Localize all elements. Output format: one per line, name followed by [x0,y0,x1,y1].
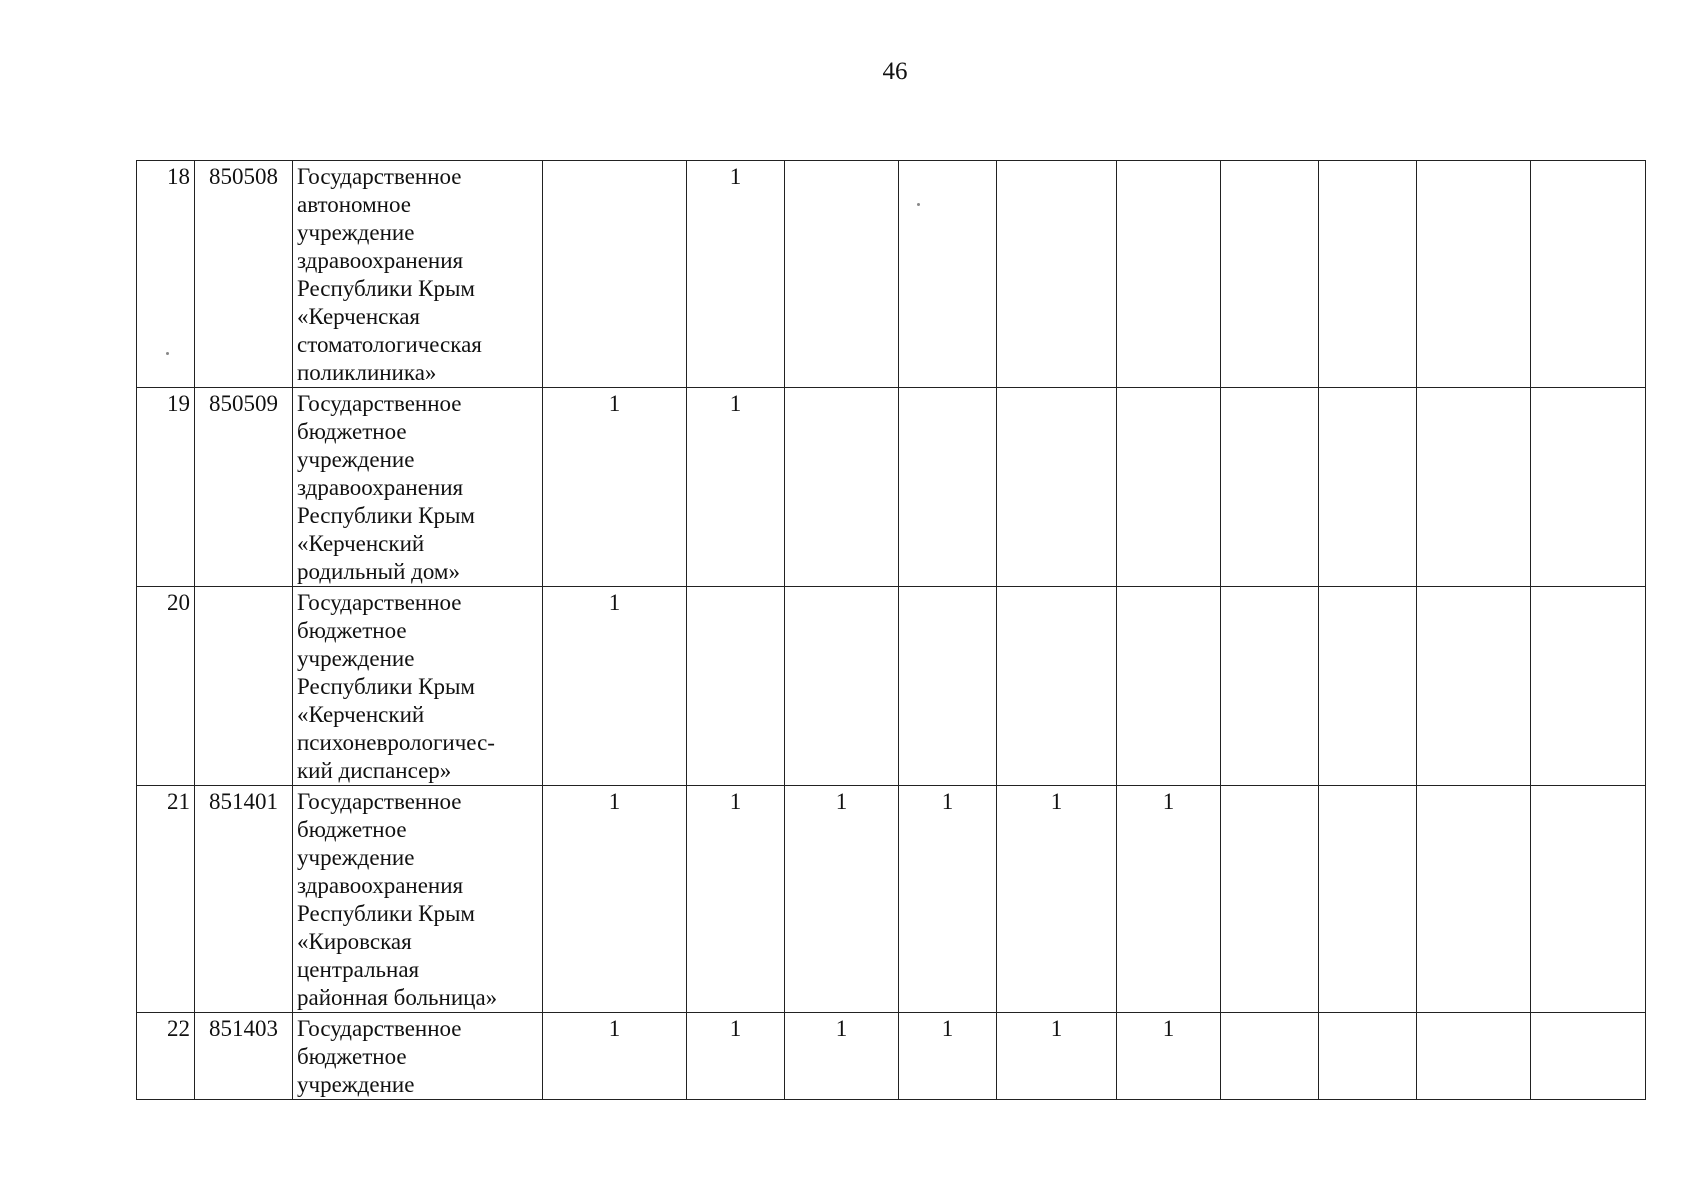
institution-name-line: Государственное [297,164,462,189]
institution-name-line: родильный дом» [297,559,460,584]
value-cell [1117,161,1221,388]
row-number: 22 [137,1013,195,1100]
value-cell [1417,1013,1531,1100]
table-row [137,587,1646,786]
value-cell: 1 [1117,1013,1221,1100]
institution-name-line: бюджетное [297,419,407,444]
scan-speck [917,203,920,206]
institution-name [293,786,543,1013]
value-cell [1531,587,1646,786]
value-cell [997,388,1117,587]
institution-name-line: здравоохранения [297,873,464,898]
value-cell [1221,587,1319,786]
table-row [137,388,1646,587]
table-row [137,161,1646,388]
institution-name-line: психоневрологичес- [297,730,495,755]
institution-code: 850508 [195,161,293,388]
value-cell [1531,161,1646,388]
institution-name-line: «Керченский [297,702,425,727]
value-cell: 1 [687,161,785,388]
institution-name-line: поликлиника» [297,360,437,385]
institution-name [293,587,543,786]
value-cell [785,388,899,587]
value-cell: 1 [1117,786,1221,1013]
institution-name-line: Государственное [297,1016,462,1041]
table-row [137,1013,1646,1100]
scan-speck [166,352,169,355]
institution-name-line: Республики Крым [297,503,475,528]
institution-name-line: учреждение [297,646,415,671]
table-row [137,786,1646,1013]
institution-name [293,1013,543,1100]
value-cell [1417,786,1531,1013]
institution-name-line: Государственное [297,789,462,814]
institution-name-line: учреждение [297,220,415,245]
institution-name-line: центральная [297,957,420,982]
institution-code [195,587,293,786]
value-cell: 1 [687,786,785,1013]
value-cell: 1 [899,786,997,1013]
value-cell: 1 [543,786,687,1013]
institution-name-line: здравоохранения [297,248,464,273]
institution-name-line: бюджетное [297,1044,407,1069]
value-cell: 1 [997,1013,1117,1100]
institution-name-line: «Керченская [297,304,421,329]
institution-name [293,161,543,388]
value-cell [997,161,1117,388]
value-cell [899,587,997,786]
value-cell [1417,161,1531,388]
institution-name-line: «Кировская [297,929,412,954]
row-number: 19 [137,388,195,587]
value-cell [1117,587,1221,786]
value-cell [1221,1013,1319,1100]
value-cell [1221,786,1319,1013]
institution-code: 851401 [195,786,293,1013]
institution-name-line: кий диспансер» [297,758,452,783]
value-cell [687,587,785,786]
institution-name-line: учреждение [297,1072,415,1097]
value-cell [997,587,1117,786]
institution-code: 850509 [195,388,293,587]
value-cell [785,161,899,388]
value-cell [899,161,997,388]
value-cell [1319,786,1417,1013]
value-cell: 1 [899,1013,997,1100]
institution-name-line: стоматологическая [297,332,482,357]
row-number: 18 [137,161,195,388]
institution-name-line: автономное [297,192,411,217]
value-cell: 1 [997,786,1117,1013]
institution-name-line: учреждение [297,447,415,472]
value-cell: 1 [687,388,785,587]
institution-name-line: «Керченский [297,531,425,556]
row-number: 21 [137,786,195,1013]
value-cell: 1 [785,1013,899,1100]
institution-name [293,388,543,587]
value-cell [1319,388,1417,587]
institution-name-line: бюджетное [297,618,407,643]
value-cell [1221,161,1319,388]
value-cell: 1 [543,388,687,587]
value-cell [785,587,899,786]
institution-name-line: Государственное [297,590,462,615]
institution-name-line: Республики Крым [297,901,475,926]
value-cell: 1 [687,1013,785,1100]
institution-code: 851403 [195,1013,293,1100]
institution-name-line: Республики Крым [297,674,475,699]
institution-name-line: здравоохранения [297,475,464,500]
institution-name-line: бюджетное [297,817,407,842]
value-cell [1319,1013,1417,1100]
value-cell: 1 [785,786,899,1013]
institution-name-line: районная больница» [297,985,498,1010]
institution-name-line: Республики Крым [297,276,475,301]
value-cell [1531,388,1646,587]
value-cell: 1 [543,1013,687,1100]
value-cell [1221,388,1319,587]
value-cell [543,161,687,388]
row-number: 20 [137,587,195,786]
value-cell [1417,388,1531,587]
value-cell [1319,587,1417,786]
page-number: 46 [882,58,908,85]
data-table [136,160,1646,1100]
institution-name-line: Государственное [297,391,462,416]
value-cell: 1 [543,587,687,786]
value-cell [899,388,997,587]
value-cell [1531,1013,1646,1100]
value-cell [1531,786,1646,1013]
value-cell [1117,388,1221,587]
value-cell [1319,161,1417,388]
institution-name-line: учреждение [297,845,415,870]
value-cell [1417,587,1531,786]
